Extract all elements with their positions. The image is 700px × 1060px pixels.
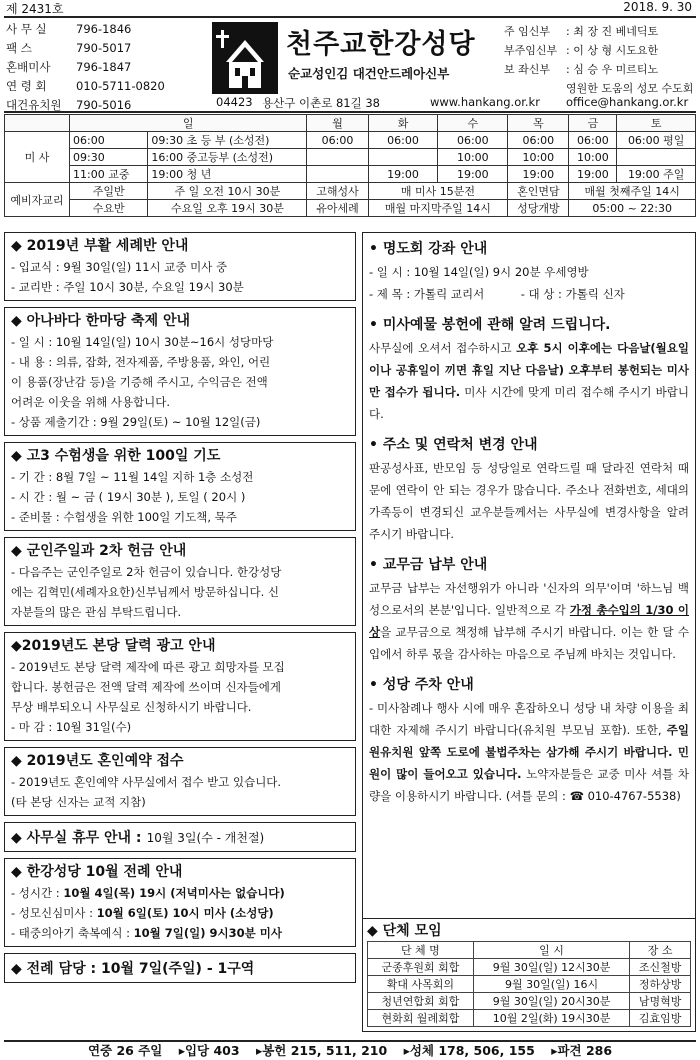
class-name: 수요반 (70, 200, 148, 217)
group-place: 조신철방 (630, 959, 691, 976)
sacrament-name: 유아세례 (307, 200, 368, 217)
contact-label: 사 무 실 (6, 22, 47, 36)
mass-time: 10:00 (508, 149, 569, 166)
notice-line: - 일 시 : 10월 14일(일) 10시 30분~16시 성당마당 (11, 335, 274, 349)
mass-time (307, 166, 368, 183)
notice-title: ◆ 2019년도 혼인예약 접수 (11, 753, 184, 769)
notice-line: - 기 간 : 8월 7일 ~ 11월 14일 지하 1층 소성전 (11, 470, 254, 484)
mass-time: 06:00 (368, 132, 438, 149)
mass-time: 19:00 청 년 (148, 166, 307, 183)
group-name: 확대 사목회의 (368, 976, 474, 993)
october-liturgy-notice (4, 858, 356, 947)
notice-line: - 내 용 : 의류, 잡화, 전자제품, 주방용품, 와인, 어린 (11, 355, 271, 369)
notice-line: 무상 배부되오니 사무실로 신청하시기 바랍니다. (11, 700, 252, 714)
notice-title: • 성당 주차 안내 (369, 677, 474, 693)
group-time: 9월 30일(일) 16시 (473, 976, 630, 993)
day-header: 수 (438, 115, 508, 132)
notice-line: - 시 간 : 월 ~ 금 ( 19시 30분 ), 토일 ( 20시 ) (11, 490, 246, 504)
notice-detail: 10월 3일(수 - 개천절) (146, 831, 265, 845)
baptism-class-notice (4, 232, 356, 301)
mass-time: 06:00 (569, 132, 617, 149)
notice-title: ◆ 2019년 부활 세례반 안내 (11, 238, 189, 254)
catechism-row (5, 200, 696, 217)
staff-role: 주 임신부 (504, 25, 551, 38)
contact-label: 팩 스 (6, 41, 32, 55)
notice-line: (타 본당 신자는 교적 지참) (11, 795, 146, 809)
staff-name: : 이 상 형 시도요한 (566, 44, 659, 57)
notice-text: 사무실에 오셔서 접수하시고 오후 5시 이후에는 다음날(월요일이나 공휴일이 끼면 휴일 지난 다음날) 오후부터 봉헌되는 미사만 접수가 됩니다. 미사 시간에 맞게 미리 접수해 주시기 바랍니다. (369, 341, 689, 421)
church-building-icon (212, 22, 278, 94)
contact-value: 790-5016 (76, 98, 132, 112)
staff-role: 부주임신부 (504, 44, 558, 57)
contact-value: 796-1847 (76, 60, 132, 74)
issue-date: 2018. 9. 30 (623, 0, 692, 14)
notice-line: - 준비물 : 수험생을 위한 100일 기도책, 묵주 (11, 510, 237, 524)
contact-value: 796-1846 (76, 22, 132, 36)
hymn-dismissal: ▸파견 286 (551, 1043, 613, 1058)
hymn-entrance: ▸입당 403 (178, 1043, 240, 1058)
notice-line: - 태중의아기 축복예식 : 10월 7일(일) 9시30분 미사 (11, 926, 282, 940)
notice-line: - 성모신심미사 : 10월 6일(토) 10시 미사 (소성당) (11, 906, 274, 920)
groups-header-row (368, 942, 691, 959)
mass-time: 06:00 (438, 132, 508, 149)
mass-offering-notice (363, 309, 695, 429)
contact-label: 혼배미사 (6, 60, 51, 74)
mass-time: 06:00 (70, 132, 148, 149)
notice-title: ◆ 사무실 휴무 안내 : (11, 830, 142, 846)
mass-time (617, 149, 696, 166)
mass-time: 06:00 (307, 132, 368, 149)
day-header: 목 (508, 115, 569, 132)
notice-line: 어려운 이웃을 위해 사용합니다. (11, 395, 171, 409)
hymn-footer (4, 1040, 696, 1060)
group-name: 군종후원회 회합 (368, 959, 474, 976)
day-header: 일 (70, 115, 307, 132)
group-meetings-box (362, 918, 696, 1032)
dues-notice (363, 549, 695, 669)
table-row (368, 976, 691, 993)
staff-name: : 심 승 우 미르티노 (566, 63, 659, 76)
column-header: 장 소 (630, 942, 691, 959)
mass-time: 19:00 (438, 166, 508, 183)
parking-notice (363, 669, 695, 811)
notice-text: - 미사참례나 행사 시에 매우 혼잡하오니 성당 내 차량 이용을 최대한 자제해 주시기 바랍니다(유치원 부모님 포함). 또한, 주일 원유치원 앞쪽 도로에 불법주차는 삼가해 주시기 바랍니다. 민원이 많이 들어오고 있습니다. 노약자분들은 교중 미사 셔틀 차량을 이용하시기 바랍니다. (셔틀 문의 : ☎ 010-4767-5538) (369, 701, 689, 803)
mass-time: 06:00 (508, 132, 569, 149)
notice-line: 합니다. 봉헌금은 전액 달력 제작에 쓰이며 신자들에게 (11, 680, 281, 694)
notice-line: - 입교식 : 9월 30일(일) 11시 교중 미사 중 (11, 260, 228, 274)
class-time: 수요일 오후 19시 30분 (148, 200, 307, 217)
notice-text: 판공성사표, 반모임 등 성당일로 연락드릴 때 달라진 연락처 때문에 연락이 안 되는 경우가 많습니다. 주소나 전화번호, 세대의 가족등이 변경되신 교우분들께서는 사무실에 변경사항을 알려 주시기 바랍니다. (369, 461, 689, 541)
notice-title: • 주소 및 연락처 변경 안내 (369, 437, 538, 453)
notice-line: - 2019년도 본당 달력 제작에 따른 광고 희망자를 모집 (11, 660, 285, 674)
table-row (368, 1010, 691, 1027)
sacrament-time: 매월 마지막주일 14시 (368, 200, 508, 217)
mass-time: 19:00 주일 (617, 166, 696, 183)
mass-time: 19:00 (368, 166, 438, 183)
notice-title: ◆ 군인주일과 2차 헌금 안내 (11, 543, 187, 559)
mass-time: 10:00 (438, 149, 508, 166)
column-header: 일 시 (473, 942, 630, 959)
military-sunday-notice (4, 537, 356, 626)
hymn-communion: ▸성체 178, 506, 155 (403, 1043, 535, 1058)
notice-line: - 2019년도 혼인예약 사무실에서 접수 받고 있습니다. (11, 775, 282, 789)
notice-line: - 마 감 : 10월 31일(수) (11, 720, 132, 734)
office-closed-notice (4, 822, 356, 852)
notice-title: ◆ 아나바다 한마당 축제 안내 (11, 313, 191, 329)
mass-schedule-table (4, 114, 696, 217)
staff-list (504, 22, 696, 98)
notice-title: ◆ 전례 담당 : 10월 7일(주일) - 1구역 (11, 961, 255, 977)
liturgical-day: 연중 26 주일 (87, 1043, 163, 1058)
sacrament-name: 고해성사 (307, 183, 368, 200)
service-name: 성당개방 (508, 200, 569, 217)
mass-time (368, 149, 438, 166)
day-header: 화 (368, 115, 438, 132)
groups-table (367, 941, 691, 1027)
bible-lecture-notice (363, 233, 695, 309)
class-time: 주 일 오전 10시 30분 (148, 183, 307, 200)
notice-line: 에는 김혁민(세례자요한)신부님께서 방문하십니다. 신 (11, 585, 279, 599)
service-time: 매월 첫째주일 14시 (569, 183, 696, 200)
table-row (368, 993, 691, 1010)
church-logo (212, 22, 492, 98)
service-time: 05:00 ~ 22:30 (569, 200, 696, 217)
mass-time: 10:00 (569, 149, 617, 166)
mass-time: 09:30 (70, 149, 148, 166)
notice-line: - 제 목 : 가톨릭 교리서 - 대 상 : 가톨릭 신자 (369, 287, 625, 301)
contact-value: 790-5017 (76, 41, 132, 55)
groups-title: ◆ 단체 모임 (367, 923, 442, 939)
exam-prayer-notice (4, 442, 356, 531)
mass-row (5, 149, 696, 166)
day-header: 토 (617, 115, 696, 132)
group-place: 남명혁방 (630, 993, 691, 1010)
notice-line: - 교리반 : 주일 10시 30분, 수요일 19시 30분 (11, 280, 244, 294)
issue-number: 제 2431호 (6, 2, 64, 16)
website-link[interactable]: www.hankang.or.kr (430, 95, 540, 109)
notice-line: - 일 시 : 10월 14일(일) 9시 20분 우세영방 (369, 265, 589, 279)
catechism-row (5, 183, 696, 200)
church-name: 천주교한강성당 (286, 29, 476, 60)
mass-time: 06:00 평일 (617, 132, 696, 149)
group-time: 9월 30일(일) 20시30분 (473, 993, 630, 1010)
notice-title: ◆2019년도 본당 달력 광고 안내 (11, 638, 216, 654)
class-name: 주일반 (70, 183, 148, 200)
mass-time (307, 149, 368, 166)
group-place: 정하상방 (630, 976, 691, 993)
catechism-label: 예비자교리 (5, 183, 70, 217)
mass-label: 미 사 (5, 132, 70, 183)
hymn-offertory: ▸봉헌 215, 511, 210 (255, 1043, 388, 1058)
postal-code: 04423 (216, 95, 253, 109)
schedule-header-row (5, 115, 696, 132)
column-header: 단 체 명 (368, 942, 474, 959)
wedding-booking-notice (4, 747, 356, 816)
church-patron: 순교성인김 대건안드레아신부 (288, 66, 450, 81)
address-bar (4, 95, 696, 113)
notice-title: ◆ 한강성당 10월 전례 안내 (11, 864, 183, 880)
notice-line: - 다음주는 군인주일로 2차 헌금이 있습니다. 한강성당 (11, 565, 282, 579)
notice-title: ◆ 고3 수험생을 위한 100일 기도 (11, 448, 221, 464)
mass-row (5, 132, 696, 149)
liturgy-duty-notice (4, 953, 356, 983)
mass-time: 19:00 (569, 166, 617, 183)
street-address: 용산구 이촌로 81길 38 (262, 96, 380, 110)
notice-line: 이 용품(장난감 등)을 기증해 주시고, 수익금은 전액 (11, 375, 268, 389)
mass-row (5, 166, 696, 183)
day-header: 금 (569, 115, 617, 132)
issue-bar (4, 0, 696, 18)
notice-title: • 교무금 납부 안내 (369, 557, 488, 573)
sacrament-time: 매 미사 15분전 (368, 183, 508, 200)
mass-time: 19:00 (508, 166, 569, 183)
mass-time: 09:30 초 등 부 (소성전) (148, 132, 307, 149)
mass-time: 16:00 중고등부 (소성전) (148, 149, 307, 166)
notice-title: • 명도회 강좌 안내 (369, 241, 488, 257)
left-column (4, 232, 356, 989)
group-place: 김효임방 (630, 1010, 691, 1027)
mass-time: 11:00 교중 (70, 166, 148, 183)
corner-cell (5, 115, 70, 132)
notice-text: 교무금 납부는 자선행위가 아니라 '신자의 의무'이며 '하느님 백성으로서의 본분'입니다. 일반적으로 각 가정 총수입의 1/30 이상을 교무금으로 책정해 납부해 주시기 바랍니다. 이는 한 달 수입에서 하루 몫을 감사하는 마음으로 주님께 바치는 것입니다. (369, 581, 690, 661)
email-link[interactable]: office@hankang.or.kr (566, 95, 689, 109)
staff-name: : 최 장 진 베네딕토 (566, 25, 659, 38)
group-name: 청년연합회 회합 (368, 993, 474, 1010)
day-header: 월 (307, 115, 368, 132)
calendar-ad-notice (4, 632, 356, 741)
anabada-festival-notice (4, 307, 356, 436)
staff-role: 보 좌신부 (504, 63, 551, 76)
address-change-notice (363, 429, 695, 549)
contact-label: 대건유치원 (6, 98, 62, 112)
notice-line: 자분들의 많은 관심 부탁드립니다. (11, 605, 182, 619)
group-time: 9월 30일(일) 12시30분 (473, 959, 630, 976)
notice-line: - 성시간 : 10월 4일(목) 19시 (저녁미사는 없습니다) (11, 886, 285, 900)
staff-name: 영원한 도움의 성모 수도회 (566, 82, 694, 95)
contact-value: 010-5711-0820 (76, 79, 165, 93)
table-row (368, 959, 691, 976)
right-column (362, 232, 696, 1032)
group-name: 현화회 월례회합 (368, 1010, 474, 1027)
group-time: 10월 2일(화) 19시30분 (473, 1010, 630, 1027)
notice-line: - 상품 제출기간 : 9월 29일(토) ~ 10월 12일(금) (11, 415, 261, 429)
service-name: 혼인면담 (508, 183, 569, 200)
notice-title: • 미사예물 봉헌에 관해 알려 드립니다. (369, 317, 611, 333)
contact-label: 연 령 회 (6, 79, 47, 93)
